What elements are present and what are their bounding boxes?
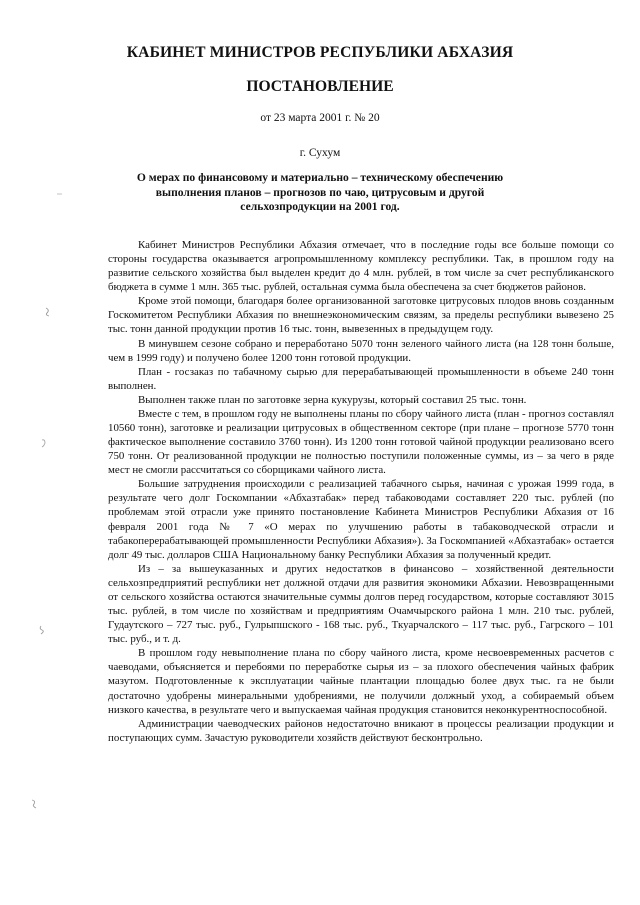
document-body [108,238,614,745]
scan-mark [40,437,48,449]
paragraph: В прошлом году невыполнение плана по сбору чайного листа, кроме несвоевременных расчетов с чаеводами, объясняется и перебоями по переработке сырья из – за плохого обеспечения чайных фабрик мазутом. Подготовленные к эксплуатации чайные плантации площадью более двух тыс. га не были достаточно удобрены минеральными удобрениями, не получили должный уход, а собираемый объем низкого качества, в результате чего и выпускаемая чайная продукция становится неконкурентноспособной. [108,647,614,716]
city-line: г. Сухум [299,147,341,159]
paragraph: Администрации чаеводческих районов недостаточно вникают в процессы реализации продукции и поступающих сумм. Зачастую руководители хозяйств действуют бесконтрольно. [108,717,614,744]
organization-title: КАБИНЕТ МИНИСТРОВ РЕСПУБЛИКИ АБХАЗИЯ [126,44,514,61]
scan-mark [56,188,64,200]
date-and-number: от 23 марта 2001 г. № 20 [260,112,380,124]
paragraph: План - госзаказ по табачному сырью для перерабатывающей промышленности в объеме 240 тонн выполнен. [108,365,614,392]
paragraph: Кабинет Министров Республики Абхазия отмечает, что в последние годы все больше помощи со стороны государства оказывается агропромышленному комплексу республики. Так, в прошлом году на развитие сельского хозяйства был выделен кредит до 4 млн. рублей, в том числе за счет республиканского бюджета в сумме 1 млн. 365 тыс. рублей, остальная сумма была обеспечена за счет бюджетов районов. [108,239,614,294]
paragraph: В минувшем сезоне собрано и переработано 5070 тонн зеленого чайного листа (на 128 тонн больше, чем в 1999 году) и получено более 1200 тонн готовой продукции. [108,337,614,364]
scan-mark [38,624,46,636]
resolution-subject: О мерах по финансовому и материально – техническому обеспечению выполнения планов – прогнозов по чаю, цитрусовым и другой сельхозпродукции на 2001 год. [136,171,504,213]
paragraph: Из – за вышеуказанных и других недостатков в финансово – хозяйственной деятельности сельхозпредприятий республики нет должной отдачи для развития экономики Абхазии. Невозвращенными от сельского хозяйства остаются значительные суммы долгов перед государством, которые составляют 3015 тыс. рублей, в том числе по хозяйствам и предприятиям Очамчырского района 1 млн. 210 тыс. рублей, Гудаутского – 727 тыс. руб., Гулрыпшского - 168 тыс. руб., Ткуарчалского – 117 тыс. руб., Гагрского – 101 тыс. руб., и т. д. [108,562,614,646]
document-type-title: ПОСТАНОВЛЕНИЕ [246,78,394,95]
paragraph: Кроме этой помощи, благодаря более организованной заготовке цитрусовых плодов вновь созданным Госкомитетом Республики Абхазия по внешнеэкономическим связям, за пределы республики вывезено 25 тыс. тонн данной продукции против 16 тыс. тонн, вывезенных в предыдущем году. [108,295,614,336]
scan-mark [30,798,38,810]
paragraph: Выполнен также план по заготовке зерна кукурузы, который составил 25 тыс. тонн. [138,393,527,406]
paragraph: Вместе с тем, в прошлом году не выполнены планы по сбору чайного листа (план - прогноз составлял 10560 тонн), заготовке и реализации цитрусовых в общественном секторе (при плане – прогнозе 5770 тонн фактическое выполнение составило 3760 тонн). Из 1200 тонн готовой чайной продукции реализовано всего 750 тонн. От реализованной продукции не полностью поступили положенные суммы, из – за чего в ряде мест не смогли рассчитаться со сборщиками чайного листа. [108,407,614,477]
paragraph: Большие затруднения происходили с реализацией табачного сырья, начиная с урожая 1999 года, в результате чего долг Госкомпании «Абхазтабак» перед табаководами составляет 220 тыс. рублей (по проблемам этой отрасли уже принято постановление Кабинета Министров Республики Абхазия от 16 февраля 2001 года № 7 «О мерах по улучшению работы в табаководческой отрасли и табакоперерабатывающей промышленности Республики Абхазия»). За Госкомпанией «Абхазтабак» остается долг 49 тыс. долларов США Национальному банку Республики Абхазия за полученный кредит. [108,478,614,561]
scan-mark [44,306,52,318]
